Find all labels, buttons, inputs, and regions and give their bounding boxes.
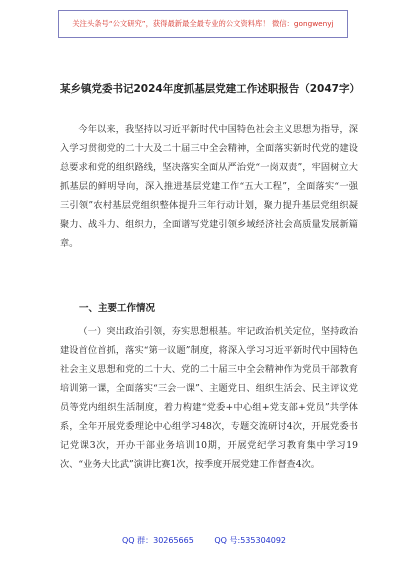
section-heading: 一、主要工作情况 xyxy=(79,303,156,314)
footer-qq-group: QQ 群：30265665 xyxy=(121,536,194,545)
body-paragraph: （一）突出政治引领，夯实思想根基。牢记政治机关定位，坚持政治建设首位首抓，落实“第一议题”制度，将深入学习习近平新时代中国特色社会主义思想和党的二十大、党的二十届三中全会精神作为党员干部教育培训第一课，全面落实“三会一课”、主题党日、组织生活会、民主评议党员等党内组织生活制度，着力构建“党委+中心组+党支部+党员”共学体系，全年开展党委理论中心组学习48次，专题交流研讨4次，开展党委书记党课3次，开办干部业务培训10期，开展党纪学习教育集中学习19次、“业务大比武”演讲比赛1次，按季度开展党建工作督查4次。 xyxy=(60,326,358,470)
document-title: 某乡镇党委书记2024年度抓基层党建工作述职报告（2047字） xyxy=(60,83,360,95)
footer-qq-number: QQ 号:535304092 xyxy=(214,536,287,545)
intro-paragraph: 今年以来，我坚持以习近平新时代中国特色社会主义思想为指导，深入学习贯彻党的二十大及二十届三中全会精神，全面落实新时代党的建设总要求和党的组织路线，坚决落实全面从严治党“一岗双责”，牢固树立大抓基层的鲜明导向，深入推进基层党建工作“五大工程”，全面落实“一强三引领”农村基层党组织整体提升三年行动计划，聚力提升基层党组织凝聚力、战斗力、组织力，全面谱写党建引领乡域经济社会高质量发展新篇章。 xyxy=(60,124,358,249)
header-notice: 关注头条号“公文研究”，获得最新最全最专业的公文资料库！ 微信：gongwenyj xyxy=(58,10,348,38)
footer-contact xyxy=(0,535,408,546)
